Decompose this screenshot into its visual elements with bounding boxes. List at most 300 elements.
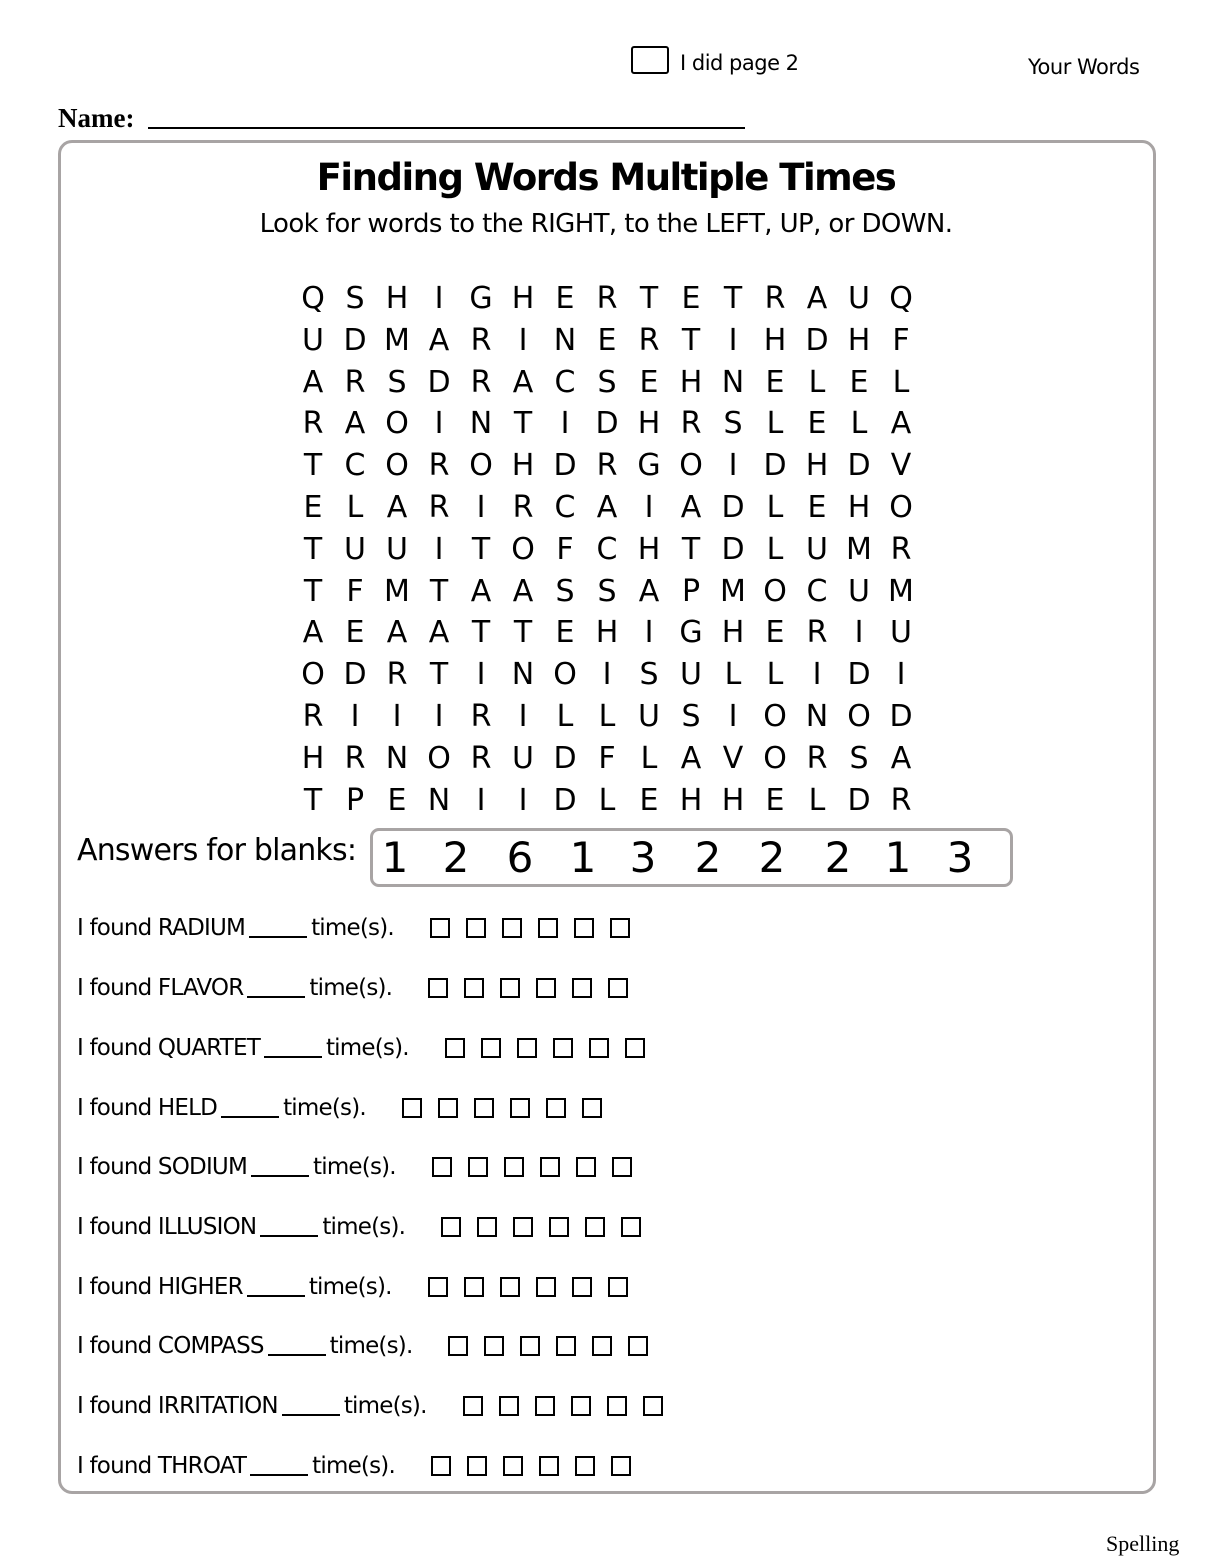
grid-letter[interactable]: E: [765, 782, 785, 818]
grid-letter[interactable]: O: [763, 573, 787, 609]
grid-letter[interactable]: E: [387, 782, 407, 818]
grid-letter[interactable]: D: [847, 448, 871, 484]
grid-letter[interactable]: P: [681, 573, 701, 609]
grid-letter[interactable]: S: [345, 281, 365, 316]
grid-letter[interactable]: R: [512, 489, 534, 525]
grid-letter[interactable]: H: [511, 448, 535, 484]
grid-letter[interactable]: T: [681, 531, 701, 567]
grid-letter[interactable]: I: [812, 657, 822, 693]
count-blank[interactable]: [249, 918, 307, 938]
answer-number: 6: [506, 833, 534, 882]
grid-letter[interactable]: H: [511, 281, 535, 316]
grid-letter[interactable]: I: [560, 406, 570, 442]
grid-letter[interactable]: M: [384, 573, 410, 609]
grid-letter[interactable]: U: [386, 531, 408, 567]
name-input-line[interactable]: [148, 127, 745, 129]
tally-checkbox[interactable]: [441, 1217, 461, 1237]
page-title: Finding Words Multiple Times: [316, 156, 896, 199]
grid-letter[interactable]: H: [847, 322, 871, 358]
tally-checkbox[interactable]: [428, 1277, 448, 1297]
grid-letter[interactable]: I: [728, 322, 738, 358]
grid-letter[interactable]: O: [889, 489, 913, 525]
grid-letter[interactable]: T: [471, 615, 491, 651]
grid-letter[interactable]: H: [721, 615, 745, 651]
grid-letter[interactable]: R: [428, 448, 450, 484]
grid-letter[interactable]: R: [302, 406, 324, 442]
grid-letter[interactable]: A: [680, 489, 702, 525]
times-label: time(s).: [312, 1453, 395, 1479]
count-blank[interactable]: [282, 1396, 340, 1416]
grid-letter[interactable]: D: [805, 322, 829, 358]
tally-checkbox[interactable]: [477, 1217, 497, 1237]
grid-letter[interactable]: S: [849, 740, 869, 776]
grid-letter[interactable]: T: [303, 448, 323, 484]
grid-letter[interactable]: H: [595, 615, 619, 651]
grid-letter[interactable]: A: [386, 615, 408, 651]
grid-letter[interactable]: R: [638, 322, 660, 358]
grid-letter[interactable]: U: [638, 698, 660, 734]
found-row: [77, 1031, 661, 1065]
grid-letter[interactable]: C: [344, 448, 366, 484]
grid-letter[interactable]: I: [392, 698, 402, 734]
grid-letter[interactable]: D: [721, 531, 745, 567]
grid-letter[interactable]: C: [806, 573, 828, 609]
count-blank[interactable]: [264, 1038, 322, 1058]
grid-letter[interactable]: H: [637, 531, 661, 567]
grid-letter[interactable]: L: [556, 698, 574, 734]
tally-checkbox[interactable]: [430, 918, 450, 938]
found-row: [77, 1150, 648, 1184]
grid-letter[interactable]: I: [896, 657, 906, 693]
grid-letter[interactable]: H: [637, 406, 661, 442]
grid-letter[interactable]: M: [846, 531, 872, 567]
grid-letter[interactable]: D: [553, 740, 577, 776]
grid-letter[interactable]: Q: [889, 281, 913, 316]
tally-checkbox[interactable]: [612, 1157, 632, 1177]
grid-letter[interactable]: I: [854, 615, 864, 651]
grid-letter[interactable]: E: [765, 364, 785, 400]
grid-letter[interactable]: D: [343, 657, 367, 693]
grid-letter[interactable]: T: [513, 406, 533, 442]
found-row: [77, 971, 644, 1005]
tally-checkbox[interactable]: [503, 1456, 523, 1476]
grid-letter[interactable]: A: [638, 573, 660, 609]
grid-letter[interactable]: L: [808, 364, 826, 400]
grid-letter[interactable]: E: [681, 281, 701, 316]
tally-checkbox[interactable]: [463, 1396, 483, 1416]
tally-checkbox[interactable]: [608, 1277, 628, 1297]
grid-letter[interactable]: S: [597, 364, 617, 400]
grid-letter[interactable]: R: [428, 489, 450, 525]
grid-letter[interactable]: A: [302, 615, 324, 651]
grid-letter[interactable]: N: [721, 364, 745, 400]
grid-letter[interactable]: F: [892, 322, 910, 358]
grid-letter[interactable]: I: [644, 615, 654, 651]
tally-checkbox[interactable]: [467, 1456, 487, 1476]
your-words-label: Your Words: [1028, 55, 1140, 79]
grid-letter[interactable]: R: [596, 281, 618, 316]
grid-letter[interactable]: O: [847, 698, 871, 734]
grid-letter[interactable]: U: [680, 657, 702, 693]
grid-letter[interactable]: T: [681, 322, 701, 358]
grid-letter[interactable]: P: [345, 782, 365, 818]
grid-letter[interactable]: A: [512, 573, 534, 609]
grid-letter[interactable]: A: [386, 489, 408, 525]
tally-boxes: [428, 978, 644, 998]
answer-number: 1: [381, 833, 409, 882]
grid-letter[interactable]: R: [470, 698, 492, 734]
grid-letter[interactable]: R: [470, 364, 492, 400]
grid-letter[interactable]: I: [434, 406, 444, 442]
grid-letter[interactable]: L: [640, 740, 658, 776]
tally-checkbox[interactable]: [592, 1336, 612, 1356]
found-word-label: I found HIGHER: [77, 1274, 243, 1300]
grid-letter[interactable]: U: [344, 531, 366, 567]
tally-checkbox[interactable]: [572, 1277, 592, 1297]
grid-letter[interactable]: T: [471, 531, 491, 567]
tally-checkbox[interactable]: [517, 1038, 537, 1058]
grid-letter[interactable]: D: [721, 489, 745, 525]
grid-letter[interactable]: C: [554, 364, 576, 400]
answer-number: 2: [694, 833, 722, 882]
tally-checkbox[interactable]: [535, 1396, 555, 1416]
grid-letter[interactable]: I: [602, 657, 612, 693]
grid-letter[interactable]: L: [892, 364, 910, 400]
tally-checkbox[interactable]: [608, 978, 628, 998]
tally-checkbox[interactable]: [571, 1396, 591, 1416]
found-word-label: I found ILLUSION: [77, 1214, 257, 1240]
grid-letter[interactable]: E: [555, 281, 575, 316]
grid-letter[interactable]: S: [681, 698, 701, 734]
count-blank[interactable]: [247, 1277, 305, 1297]
tally-checkbox[interactable]: [549, 1217, 569, 1237]
grid-letter[interactable]: F: [346, 573, 364, 609]
grid-letter[interactable]: D: [847, 782, 871, 818]
grid-letter[interactable]: T: [303, 782, 323, 818]
grid-letter[interactable]: O: [511, 531, 535, 567]
tally-checkbox[interactable]: [520, 1336, 540, 1356]
answer-number: 3: [946, 833, 974, 882]
grid-letter[interactable]: O: [679, 448, 703, 484]
tally-boxes: [428, 1277, 644, 1297]
grid-letter[interactable]: A: [428, 615, 450, 651]
grid-letter[interactable]: O: [301, 657, 325, 693]
grid-letter[interactable]: I: [476, 782, 486, 818]
tally-checkbox[interactable]: [484, 1336, 504, 1356]
count-blank[interactable]: [268, 1336, 326, 1356]
grid-letter[interactable]: N: [427, 782, 451, 818]
grid-letter[interactable]: I: [434, 281, 444, 316]
grid-letter[interactable]: R: [470, 322, 492, 358]
tally-checkbox[interactable]: [432, 1157, 452, 1177]
tally-checkbox[interactable]: [628, 1336, 648, 1356]
grid-letter[interactable]: L: [766, 406, 784, 442]
found-row: [77, 1270, 644, 1304]
grid-letter[interactable]: L: [598, 698, 616, 734]
word-search-grid: [292, 278, 922, 821]
grid-letter[interactable]: R: [344, 740, 366, 776]
tally-checkbox[interactable]: [428, 978, 448, 998]
tally-checkbox[interactable]: [468, 1157, 488, 1177]
grid-letter[interactable]: S: [387, 364, 407, 400]
grid-letter[interactable]: O: [553, 657, 577, 693]
grid-letter[interactable]: T: [429, 657, 449, 693]
grid-letter[interactable]: I: [728, 448, 738, 484]
grid-letter[interactable]: I: [434, 698, 444, 734]
grid-letter[interactable]: U: [848, 573, 870, 609]
grid-letter[interactable]: R: [806, 615, 828, 651]
grid-letter[interactable]: F: [598, 740, 616, 776]
grid-letter[interactable]: H: [679, 364, 703, 400]
grid-letter[interactable]: A: [890, 740, 912, 776]
grid-letter[interactable]: D: [595, 406, 619, 442]
grid-letter[interactable]: D: [847, 657, 871, 693]
grid-letter[interactable]: E: [639, 364, 659, 400]
grid-letter[interactable]: L: [766, 531, 784, 567]
grid-letter[interactable]: R: [302, 698, 324, 734]
tally-boxes: [430, 918, 646, 938]
count-blank[interactable]: [251, 1157, 309, 1177]
grid-letter[interactable]: U: [512, 740, 534, 776]
grid-letter[interactable]: O: [385, 448, 409, 484]
tally-checkbox[interactable]: [607, 1396, 627, 1416]
grid-letter[interactable]: H: [301, 740, 325, 776]
grid-letter[interactable]: H: [763, 322, 787, 358]
grid-letter[interactable]: R: [386, 657, 408, 693]
grid-letter[interactable]: O: [763, 740, 787, 776]
tally-boxes: [445, 1038, 661, 1058]
grid-letter[interactable]: T: [429, 573, 449, 609]
grid-letter[interactable]: U: [302, 322, 324, 358]
tally-checkbox[interactable]: [576, 1157, 596, 1177]
grid-letter[interactable]: I: [476, 657, 486, 693]
tally-checkbox[interactable]: [556, 1336, 576, 1356]
tally-checkbox[interactable]: [464, 1277, 484, 1297]
grid-letter[interactable]: T: [513, 615, 533, 651]
grid-letter[interactable]: C: [596, 531, 618, 567]
tally-checkbox[interactable]: [504, 1157, 524, 1177]
found-word-label: I found THROAT: [77, 1453, 247, 1479]
found-word-label: I found COMPASS: [77, 1333, 264, 1359]
grid-letter[interactable]: L: [808, 782, 826, 818]
found-word-label: I found RADIUM: [77, 915, 246, 941]
found-row: [77, 1091, 618, 1125]
grid-letter[interactable]: N: [385, 740, 409, 776]
tally-checkbox[interactable]: [474, 1098, 494, 1118]
grid-letter[interactable]: V: [890, 448, 912, 484]
grid-letter[interactable]: A: [680, 740, 702, 776]
grid-letter[interactable]: M: [888, 573, 914, 609]
tally-boxes: [432, 1157, 648, 1177]
tally-checkbox[interactable]: [574, 918, 594, 938]
answers-label: Answers for blanks:: [77, 833, 357, 868]
tally-checkbox[interactable]: [464, 978, 484, 998]
tally-checkbox[interactable]: [499, 1396, 519, 1416]
tally-checkbox[interactable]: [539, 1456, 559, 1476]
grid-letter[interactable]: H: [847, 489, 871, 525]
tally-checkbox[interactable]: [502, 918, 522, 938]
tally-checkbox[interactable]: [546, 1098, 566, 1118]
found-row: [77, 1329, 664, 1363]
tally-checkbox[interactable]: [611, 1456, 631, 1476]
tally-checkbox[interactable]: [513, 1217, 533, 1237]
grid-letter[interactable]: O: [385, 406, 409, 442]
count-blank[interactable]: [260, 1217, 318, 1237]
tally-checkbox[interactable]: [572, 978, 592, 998]
grid-letter[interactable]: A: [890, 406, 912, 442]
grid-letter[interactable]: T: [303, 531, 323, 567]
grid-letter[interactable]: M: [384, 322, 410, 358]
grid-letter[interactable]: L: [766, 489, 784, 525]
grid-letter[interactable]: R: [596, 448, 618, 484]
tally-checkbox[interactable]: [540, 1157, 560, 1177]
grid-letter[interactable]: T: [723, 281, 743, 316]
grid-letter[interactable]: H: [679, 782, 703, 818]
grid-letter[interactable]: U: [848, 281, 870, 316]
grid-letter[interactable]: R: [680, 406, 702, 442]
times-label: time(s).: [325, 1035, 409, 1061]
grid-letter[interactable]: H: [721, 782, 745, 818]
grid-letter[interactable]: L: [766, 657, 784, 693]
grid-letter[interactable]: D: [763, 448, 787, 484]
tally-checkbox[interactable]: [643, 1396, 663, 1416]
grid-letter[interactable]: S: [555, 573, 575, 609]
tally-checkbox[interactable]: [510, 1098, 530, 1118]
grid-letter[interactable]: G: [679, 615, 703, 651]
grid-letter[interactable]: E: [597, 322, 617, 358]
grid-letter[interactable]: H: [385, 281, 409, 316]
grid-letter[interactable]: E: [807, 406, 827, 442]
tally-checkbox[interactable]: [582, 1098, 602, 1118]
grid-letter[interactable]: F: [556, 531, 574, 567]
grid-letter[interactable]: O: [427, 740, 451, 776]
times-label: time(s).: [311, 915, 394, 941]
count-blank[interactable]: [250, 1456, 308, 1476]
tally-checkbox[interactable]: [585, 1217, 605, 1237]
tally-checkbox[interactable]: [553, 1038, 573, 1058]
tally-checkbox[interactable]: [466, 918, 486, 938]
found-word-label: I found QUARTET: [77, 1035, 260, 1061]
grid-letter[interactable]: A: [596, 489, 618, 525]
grid-letter[interactable]: N: [469, 406, 493, 442]
grid-letter[interactable]: E: [345, 615, 365, 651]
tally-checkbox[interactable]: [610, 918, 630, 938]
grid-letter[interactable]: E: [303, 489, 323, 525]
grid-letter[interactable]: N: [805, 698, 829, 734]
grid-letter[interactable]: H: [805, 448, 829, 484]
grid-letter[interactable]: U: [890, 615, 912, 651]
tally-checkbox[interactable]: [621, 1217, 641, 1237]
grid-letter[interactable]: C: [554, 489, 576, 525]
tally-checkbox[interactable]: [481, 1038, 501, 1058]
page2-checkbox[interactable]: [631, 46, 669, 74]
grid-letter[interactable]: O: [469, 448, 493, 484]
grid-letter[interactable]: D: [343, 322, 367, 358]
times-label: time(s).: [343, 1393, 427, 1419]
grid-letter[interactable]: R: [470, 740, 492, 776]
grid-letter[interactable]: L: [850, 406, 868, 442]
grid-letter[interactable]: D: [889, 698, 913, 734]
grid-letter[interactable]: E: [849, 364, 869, 400]
grid-letter[interactable]: G: [637, 448, 661, 484]
grid-letter[interactable]: A: [428, 322, 450, 358]
tally-checkbox[interactable]: [431, 1456, 451, 1476]
grid-letter[interactable]: A: [512, 364, 534, 400]
grid-letter[interactable]: T: [639, 281, 659, 316]
grid-letter[interactable]: E: [807, 489, 827, 525]
tally-checkbox[interactable]: [538, 918, 558, 938]
grid-letter[interactable]: M: [720, 573, 746, 609]
grid-letter[interactable]: A: [806, 281, 828, 316]
grid-letter[interactable]: O: [763, 698, 787, 734]
tally-checkbox[interactable]: [500, 1277, 520, 1297]
grid-letter[interactable]: U: [806, 531, 828, 567]
grid-letter[interactable]: I: [518, 322, 528, 358]
grid-letter[interactable]: S: [597, 573, 617, 609]
grid-letter[interactable]: L: [598, 782, 616, 818]
grid-letter[interactable]: T: [303, 573, 323, 609]
tally-checkbox[interactable]: [448, 1336, 468, 1356]
answer-number: 2: [442, 833, 470, 882]
grid-letter[interactable]: N: [511, 657, 535, 693]
grid-letter[interactable]: D: [553, 782, 577, 818]
count-blank[interactable]: [247, 978, 305, 998]
grid-letter[interactable]: I: [728, 698, 738, 734]
tally-checkbox[interactable]: [445, 1038, 465, 1058]
grid-letter[interactable]: E: [555, 615, 575, 651]
grid-letter[interactable]: D: [553, 448, 577, 484]
grid-letter[interactable]: I: [476, 489, 486, 525]
grid-letter[interactable]: A: [302, 364, 324, 400]
grid-letter[interactable]: R: [890, 782, 912, 818]
grid-letter[interactable]: I: [518, 782, 528, 818]
tally-boxes: [431, 1456, 647, 1476]
grid-letter[interactable]: E: [765, 615, 785, 651]
grid-letter[interactable]: G: [469, 281, 493, 316]
grid-letter[interactable]: R: [890, 531, 912, 567]
grid-letter[interactable]: R: [806, 740, 828, 776]
grid-letter[interactable]: E: [639, 782, 659, 818]
tally-checkbox[interactable]: [402, 1098, 422, 1118]
grid-letter[interactable]: R: [344, 364, 366, 400]
grid-letter[interactable]: A: [344, 406, 366, 442]
grid-letter[interactable]: D: [427, 364, 451, 400]
grid-letter[interactable]: I: [644, 489, 654, 525]
tally-checkbox[interactable]: [589, 1038, 609, 1058]
grid-letter[interactable]: N: [553, 322, 577, 358]
answer-number: 2: [758, 833, 786, 882]
grid-letter[interactable]: S: [639, 657, 659, 693]
grid-letter[interactable]: L: [724, 657, 742, 693]
grid-letter[interactable]: R: [764, 281, 786, 316]
grid-letter[interactable]: A: [470, 573, 492, 609]
grid-letter[interactable]: V: [722, 740, 744, 776]
tally-checkbox[interactable]: [500, 978, 520, 998]
grid-letter[interactable]: I: [350, 698, 360, 734]
tally-checkbox[interactable]: [536, 978, 556, 998]
answer-number: 3: [629, 833, 657, 882]
tally-checkbox[interactable]: [575, 1456, 595, 1476]
tally-checkbox[interactable]: [536, 1277, 556, 1297]
grid-letter[interactable]: Q: [301, 281, 325, 316]
tally-checkbox[interactable]: [438, 1098, 458, 1118]
tally-checkbox[interactable]: [625, 1038, 645, 1058]
grid-letter[interactable]: I: [434, 531, 444, 567]
grid-letter[interactable]: L: [346, 489, 364, 525]
grid-letter[interactable]: S: [723, 406, 743, 442]
count-blank[interactable]: [221, 1098, 279, 1118]
grid-letter[interactable]: I: [518, 698, 528, 734]
